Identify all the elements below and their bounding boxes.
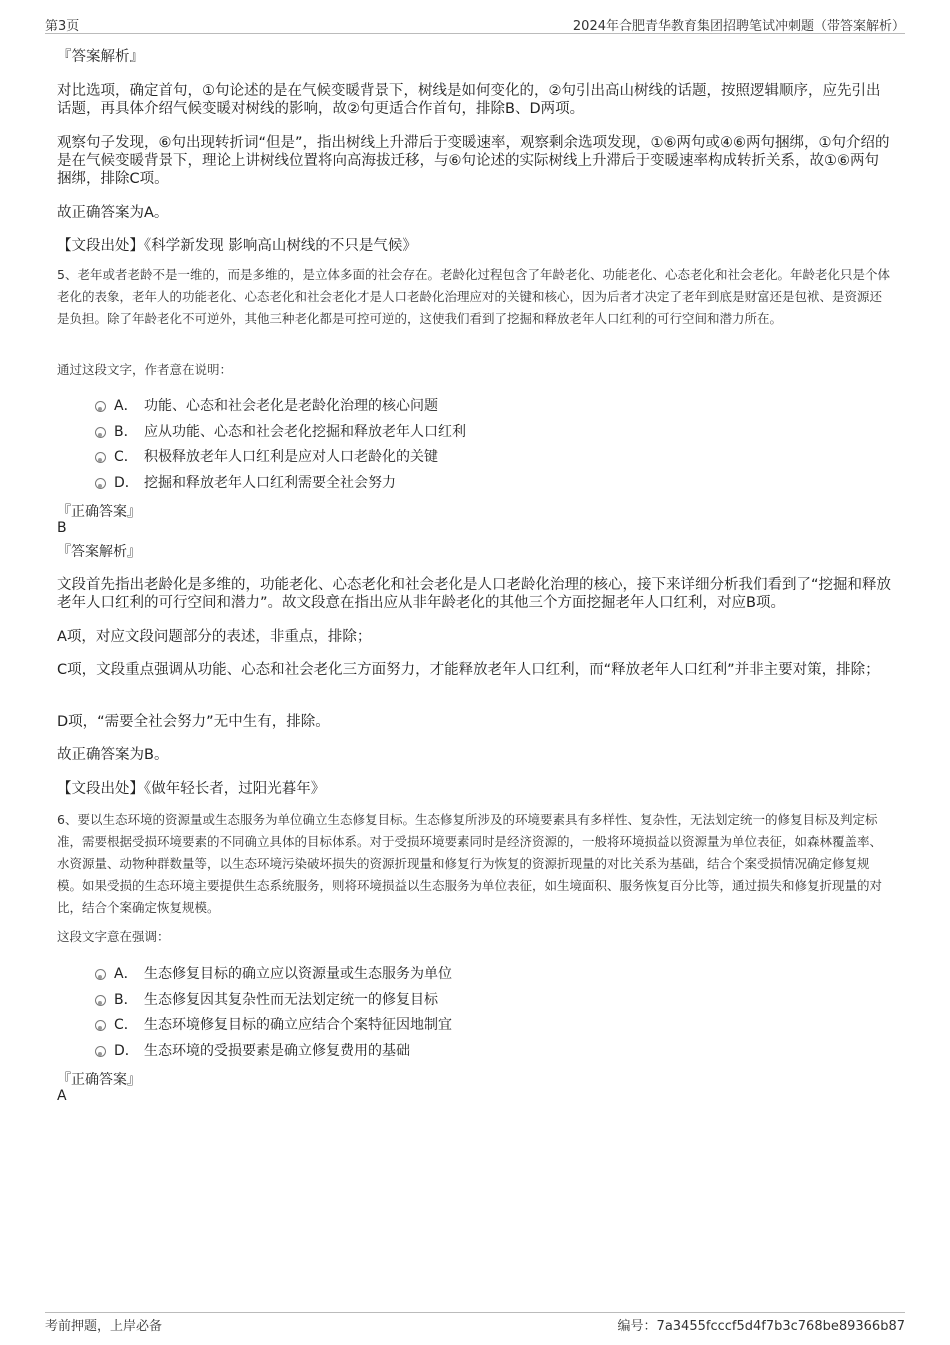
answer-label: 『正确答案』 bbox=[57, 504, 141, 520]
question-prompt: 通过这段文字，作者意在说明： bbox=[57, 362, 233, 377]
option-a[interactable]: A． 功能、心态和社会老化是老龄化治理的核心问题 bbox=[95, 396, 438, 416]
source-citation: 【文段出处】《科学新发现 影响高山树线的不只是气候》 bbox=[57, 238, 417, 254]
page-footer bbox=[45, 1312, 905, 1333]
radio-icon[interactable] bbox=[95, 1046, 106, 1057]
analysis-label: 『答案解析』 bbox=[57, 49, 144, 65]
analysis-paragraph: D项，“需要全社会努力”无中生有，排除。 bbox=[57, 714, 330, 730]
answer-label: 『正确答案』 bbox=[57, 1072, 141, 1088]
footer-slogan: 考前押题，上岸必备 bbox=[45, 1319, 163, 1334]
radio-icon[interactable] bbox=[95, 478, 106, 489]
analysis-paragraph: 观察句子发现，⑥句出现转折词“但是”，指出树线上升滞后于变暖速率，观察剩余选项发现，①⑥两句或④⑥两句捆绑，①句介绍的是在气候变暖背景下，理论上讲树线位置将向高海拔迁移，与⑥句论述的实际树线上升滞后于变暖速率构成转折关系，故①⑥两句捆绑，排除C项。 bbox=[57, 135, 890, 187]
option-c[interactable]: C． 生态环境修复目标的确立应结合个案特征因地制宜 bbox=[95, 1015, 452, 1035]
radio-icon[interactable] bbox=[95, 427, 106, 438]
question-prompt: 这段文字意在强调： bbox=[57, 929, 170, 944]
question-stem: 6、要以生态环境的资源量或生态服务为单位确立生态修复目标。生态修复所涉及的环境要素具有多样性、复杂性，无法划定统一的修复目标及判定标准，需要根据受损环境要素的不同确立具体的目标体系。对于受损环境要素同时是经济资源的，一般将环境损益以资源量为单位表征，如森林覆盖率、水资源量、动物种群数量等，以生态环境污染破坏损失的资源折现量和修复行为恢复的资源折现量的对比关系为基础，结合个案受损情况确定修复规模。如果受损的生态环境主要提供生态系统服务，则将环境损益以生态服务为单位表征，如生境面积、服务恢复百分比等，通过损失和修复折现量的对比，结合个案确定恢复规模。 bbox=[57, 812, 883, 915]
answer-conclusion: 故正确答案为B。 bbox=[57, 747, 169, 763]
radio-icon[interactable] bbox=[95, 1020, 106, 1031]
answer-value: B bbox=[57, 520, 67, 536]
document-title: 2024年合肥青华教育集团招聘笔试冲刺题（带答案解析） bbox=[572, 19, 905, 34]
page-number: 第3页 bbox=[45, 19, 80, 34]
option-c[interactable]: C． 积极释放老年人口红利是应对人口老龄化的关键 bbox=[95, 447, 438, 467]
option-b[interactable]: B． 应从功能、心态和社会老化挖掘和释放老年人口红利 bbox=[95, 422, 466, 442]
question-stem: 5、老年或者老龄不是一维的，而是多维的，是立体多面的社会存在。老龄化过程包含了年龄老化、功能老化、心态老化和社会老化。年龄老化只是个体老化的表象，老年人的功能老化、心态老化和社会老化才是人口老龄化治理应对的关键和核心，因为后者才决定了老年到底是财富还是包袱、是资源还是负担。除了年龄老化不可逆外，其他三种老化都是可控可逆的，这使我们看到了挖掘和释放老年人口红利的可行空间和潜力所在。 bbox=[57, 267, 890, 326]
document-id: 编号：7a3455fcccf5d4f7b3c768be89366b87 bbox=[617, 1319, 905, 1334]
radio-icon[interactable] bbox=[95, 452, 106, 463]
analysis-paragraph: C项，文段重点强调从功能、心态和社会老化三方面努力，才能释放老年人口红利，而“释放老年人口红利”并非主要对策，排除； bbox=[57, 662, 880, 678]
source-citation: 【文段出处】《做年轻长者，过阳光暮年》 bbox=[57, 781, 326, 797]
radio-icon[interactable] bbox=[95, 969, 106, 980]
analysis-paragraph: 对比选项，确定首句，①句论述的是在气候变暖背景下，树线是如何变化的，②句引出高山树线的话题，按照逻辑顺序，应先引出话题，再具体介绍气候变暖对树线的影响，故②句更适合作首句，排除B、D两项。 bbox=[57, 83, 881, 117]
page-header bbox=[45, 13, 905, 34]
answer-conclusion: 故正确答案为A。 bbox=[57, 205, 169, 221]
option-a[interactable]: A． 生态修复目标的确立应以资源量或生态服务为单位 bbox=[95, 964, 452, 984]
option-d[interactable]: D． 生态环境的受损要素是确立修复费用的基础 bbox=[95, 1041, 410, 1061]
analysis-paragraph: A项，对应文段问题部分的表述，非重点，排除； bbox=[57, 629, 372, 645]
answer-value: A bbox=[57, 1088, 67, 1104]
analysis-paragraph: 文段首先指出老龄化是多维的，功能老化、心态老化和社会老化是人口老龄化治理的核心，接下来详细分析我们看到了“挖掘和释放老年人口红利的可行空间和潜力”。故文段意在指出应从非年龄老化的其他三个方面挖掘老年人口红利，对应B项。 bbox=[57, 577, 892, 611]
radio-icon[interactable] bbox=[95, 401, 106, 412]
radio-icon[interactable] bbox=[95, 995, 106, 1006]
option-b[interactable]: B． 生态修复因其复杂性而无法划定统一的修复目标 bbox=[95, 990, 438, 1010]
option-d[interactable]: D． 挖掘和释放老年人口红利需要全社会努力 bbox=[95, 473, 396, 493]
analysis-label: 『答案解析』 bbox=[57, 544, 141, 560]
